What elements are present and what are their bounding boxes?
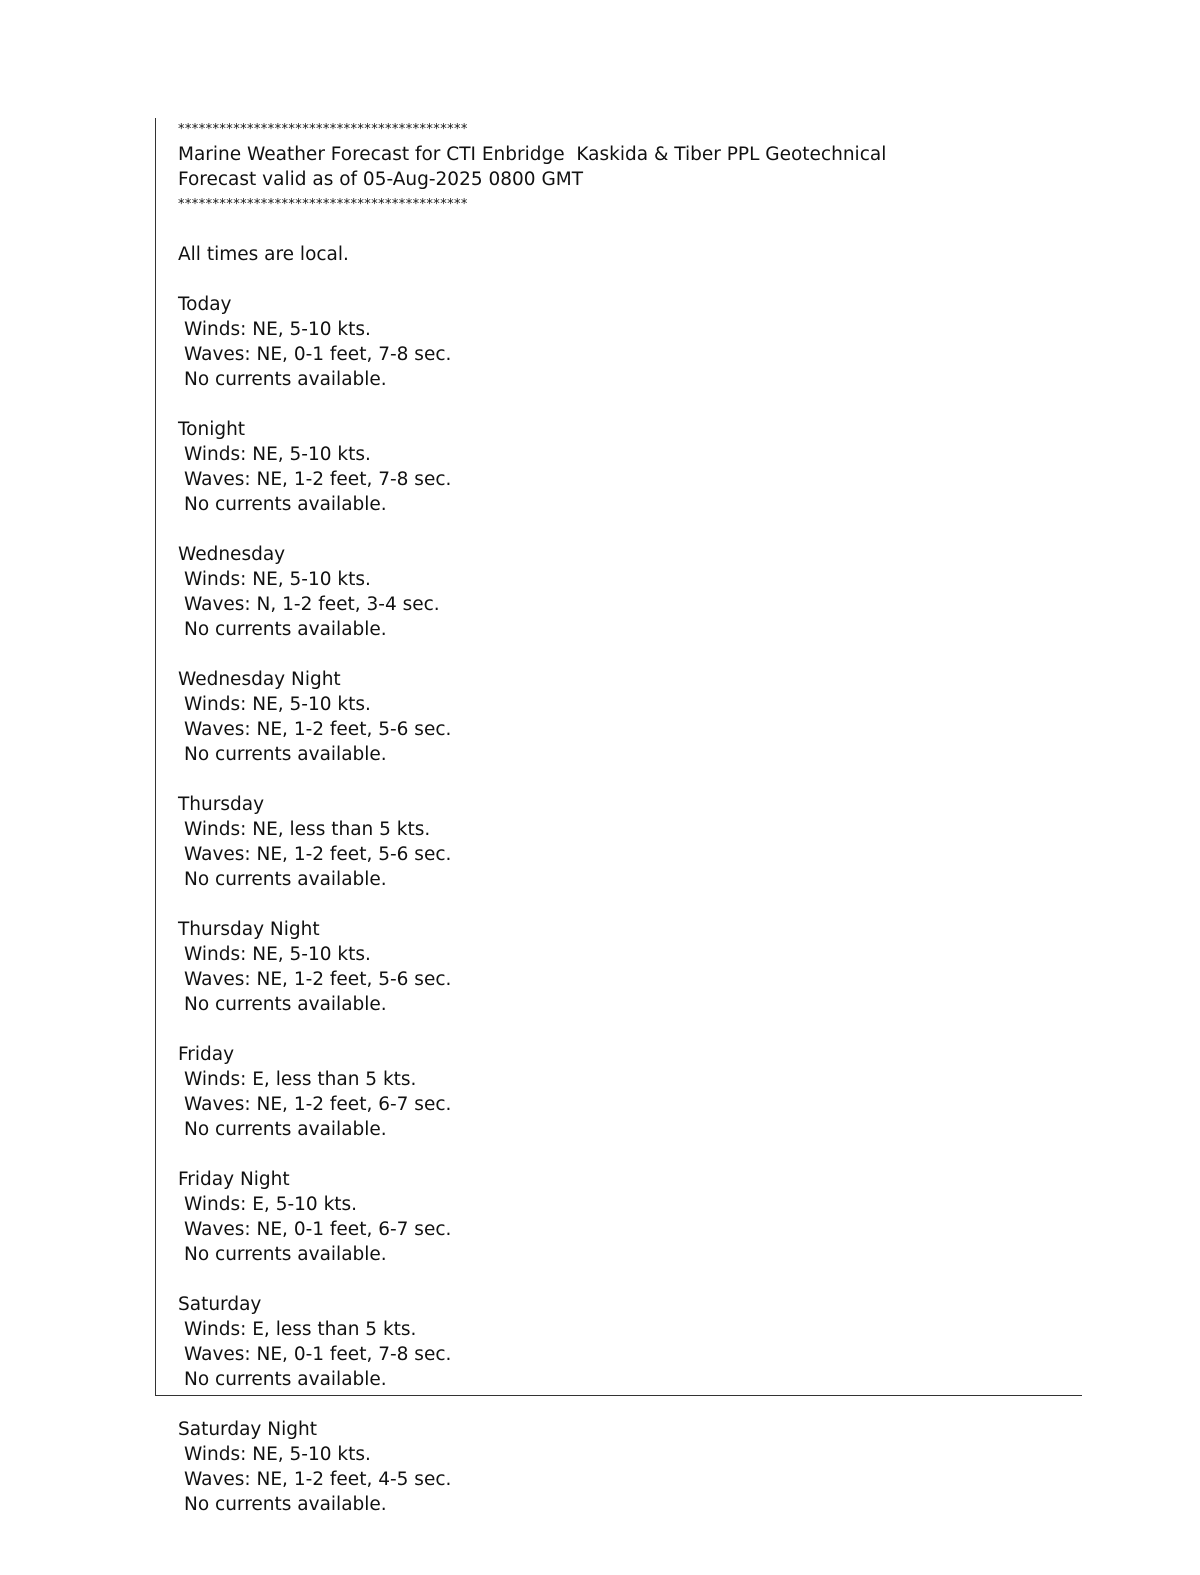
period-currents: No currents available. — [184, 994, 387, 1015]
period-winds: Winds: E, less than 5 kts. — [184, 1069, 417, 1090]
period-saturday-night — [178, 1392, 1078, 1517]
spacer — [178, 767, 1078, 792]
period-waves: Waves: NE, 0-1 feet, 6-7 sec. — [184, 1219, 452, 1240]
period-name: Friday Night — [178, 1169, 290, 1190]
period-currents: No currents available. — [184, 1119, 387, 1140]
period-waves: Waves: NE, 1-2 feet, 5-6 sec. — [184, 969, 452, 990]
period-name: Thursday — [178, 794, 265, 815]
period-waves: Waves: NE, 1-2 feet, 5-6 sec. — [184, 844, 452, 865]
period-name: Thursday Night — [178, 919, 320, 940]
period-name: Saturday — [178, 1294, 262, 1315]
period-winds: Winds: NE, 5-10 kts. — [184, 694, 371, 715]
period-winds: Winds: NE, 5-10 kts. — [184, 569, 371, 590]
period-name: Saturday Night — [178, 1419, 317, 1440]
spacer — [178, 1017, 1078, 1042]
period-winds: Winds: NE, 5-10 kts. — [184, 444, 371, 465]
period-winds: Winds: NE, less than 5 kts. — [184, 819, 431, 840]
period-name: Today — [178, 294, 232, 315]
period-friday-night — [178, 1142, 1078, 1267]
period-waves: Waves: NE, 1-2 feet, 5-6 sec. — [184, 719, 452, 740]
spacer — [178, 517, 1078, 542]
period-name: Tonight — [178, 419, 246, 440]
spacer — [178, 892, 1078, 917]
period-thursday-night — [178, 892, 1078, 1017]
frame-left-border — [155, 118, 156, 1396]
period-waves: Waves: NE, 1-2 feet, 4-5 sec. — [184, 1469, 452, 1490]
period-waves: Waves: NE, 0-1 feet, 7-8 sec. — [184, 344, 452, 365]
spacer — [178, 1267, 1078, 1292]
period-waves: Waves: NE, 0-1 feet, 7-8 sec. — [184, 1344, 452, 1365]
period-friday — [178, 1017, 1078, 1142]
period-currents: No currents available. — [184, 1369, 387, 1390]
period-name: Friday — [178, 1044, 235, 1065]
period-thursday — [178, 767, 1078, 892]
spacer — [178, 267, 1078, 292]
spacer — [178, 217, 1078, 242]
forecast-valid-time: Forecast valid as of 05-Aug-2025 0800 GMT — [178, 169, 584, 190]
period-name: Wednesday — [178, 544, 286, 565]
period-currents: No currents available. — [184, 744, 387, 765]
spacer — [178, 392, 1078, 417]
period-name: Wednesday Night — [178, 669, 341, 690]
spacer — [178, 1142, 1078, 1167]
header-stars-bottom: ****************************************** — [178, 197, 468, 212]
period-today — [178, 267, 1078, 392]
period-winds: Winds: NE, 5-10 kts. — [184, 319, 371, 340]
period-winds: Winds: NE, 5-10 kts. — [184, 1444, 371, 1465]
header-stars-top: ****************************************** — [178, 122, 468, 137]
period-wednesday-night — [178, 642, 1078, 767]
period-currents: No currents available. — [184, 869, 387, 890]
period-wednesday — [178, 517, 1078, 642]
forecast-title: Marine Weather Forecast for CTI Enbridge Kaskida & Tiber PPL Geotechnical — [178, 144, 887, 165]
period-currents: No currents available. — [184, 494, 387, 515]
period-winds: Winds: E, less than 5 kts. — [184, 1319, 417, 1340]
period-waves: Waves: NE, 1-2 feet, 7-8 sec. — [184, 469, 452, 490]
period-tonight — [178, 392, 1078, 517]
spacer — [178, 1392, 1078, 1417]
spacer — [178, 642, 1078, 667]
period-currents: No currents available. — [184, 1494, 387, 1515]
period-winds: Winds: E, 5-10 kts. — [184, 1194, 358, 1215]
forecast-document — [178, 117, 1078, 1517]
time-note: All times are local. — [178, 244, 349, 265]
period-waves: Waves: N, 1-2 feet, 3-4 sec. — [184, 594, 440, 615]
period-currents: No currents available. — [184, 369, 387, 390]
period-currents: No currents available. — [184, 1244, 387, 1265]
period-saturday — [178, 1267, 1078, 1392]
period-waves: Waves: NE, 1-2 feet, 6-7 sec. — [184, 1094, 452, 1115]
period-winds: Winds: NE, 5-10 kts. — [184, 944, 371, 965]
period-currents: No currents available. — [184, 619, 387, 640]
